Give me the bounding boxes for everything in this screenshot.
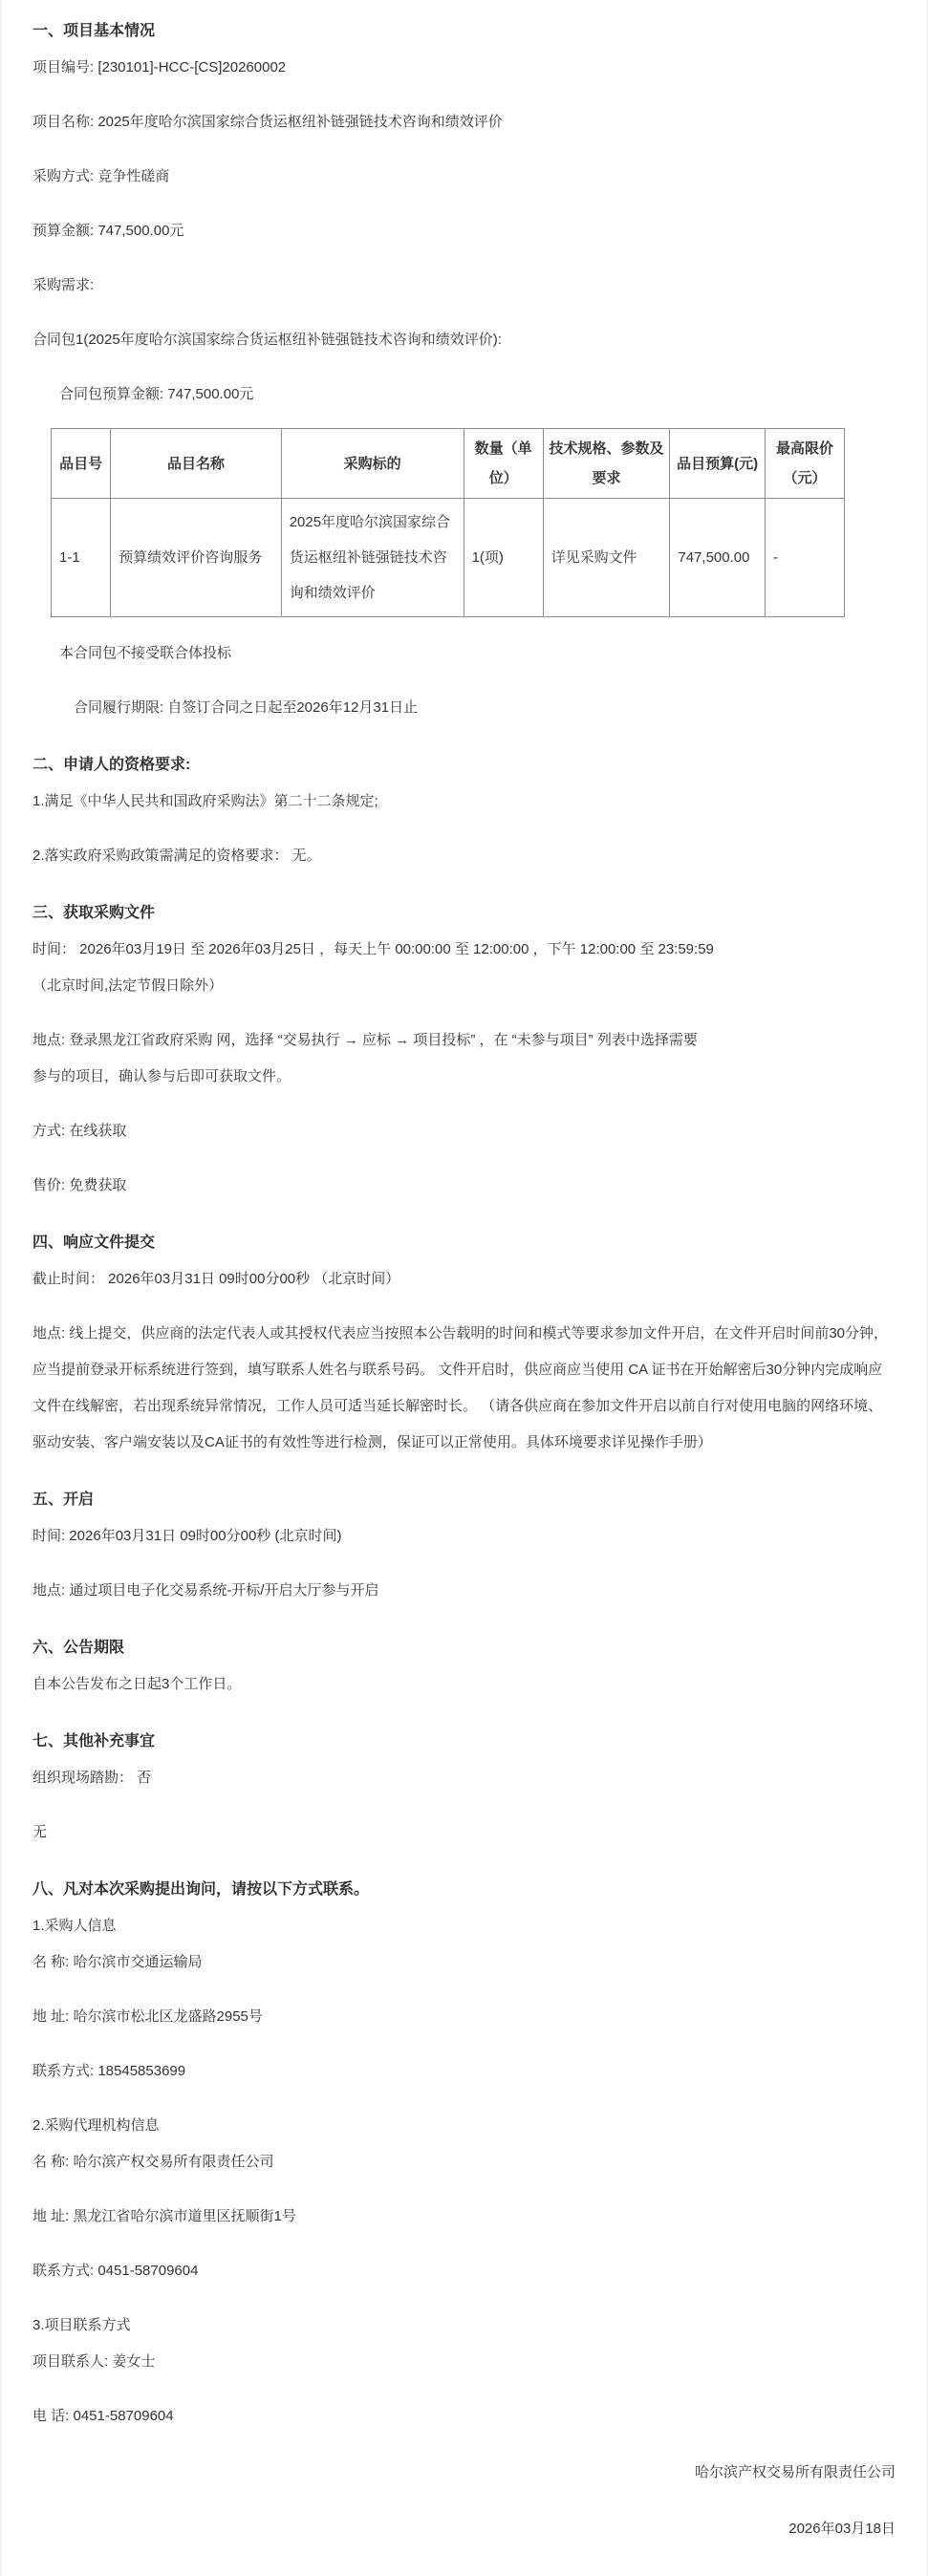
header-quantity: 数量（单位）	[464, 429, 543, 499]
cell-item-name: 预算绩效评价咨询服务	[111, 499, 281, 617]
cell-procurement-target: 2025年度哈尔滨国家综合货运枢纽补链强链技术咨询和绩效评价	[281, 499, 464, 617]
obtain-method: 方式: 在线获取	[32, 1123, 127, 1139]
obtain-time-line1: 时间： 2026年03月19日 至 2026年03月25日 ，每天上午 00:00:00 至 12:00:00 ，下午 12:00:00 至 23:59:59	[32, 941, 714, 957]
purchaser-info-title: 1.采购人信息	[32, 1918, 117, 1934]
section7-heading: 七、其他补充事宜	[32, 1733, 156, 1750]
items-table	[51, 428, 845, 617]
header-item-no: 品目号	[52, 429, 111, 499]
project-contact-phone: 电 话: 0451-58709604	[32, 2408, 174, 2424]
procurement-method: 采购方式: 竞争性磋商	[32, 168, 170, 184]
contract-package-budget: 合同包预算金额: 747,500.00元	[59, 386, 254, 402]
section8-heading: 八、凡对本次采购提出询问，请按以下方式联系。	[32, 1881, 370, 1898]
purchaser-contact: 联系方式: 18545853699	[32, 2063, 186, 2079]
section3-heading: 三、获取采购文件	[32, 905, 156, 921]
obtain-place-line2: 参与的项目，确认参与后即可获取文件。	[32, 1068, 291, 1084]
section5-heading: 五、开启	[32, 1492, 95, 1508]
budget-amount: 预算金额: 747,500.00元	[32, 223, 184, 239]
qualification-item-1: 1.满足《中华人民共和国政府采购法》第二十二条规定;	[32, 793, 378, 809]
opening-place: 地点: 通过项目电子化交易系统-开标/开启大厅参与开启	[32, 1582, 379, 1599]
agency-name: 名 称: 哈尔滨产权交易所有限责任公司	[32, 2154, 274, 2170]
cell-max-price: -	[765, 499, 844, 617]
obtain-price: 售价: 免费获取	[32, 1177, 127, 1193]
agency-info-title: 2.采购代理机构信息	[32, 2117, 160, 2134]
contract-package-title: 合同包1(2025年度哈尔滨国家综合货运枢纽补链强链技术咨询和绩效评价):	[32, 332, 502, 348]
obtain-place-line1: 地点: 登录黑龙江省政府采购 网，选择 “交易执行 → 应标 → 项目投标” ，在 “未参与项目” 列表中选择需要	[32, 1032, 698, 1048]
footer-date: 2026年03月18日	[788, 2521, 896, 2537]
cell-item-budget: 747,500.00	[670, 499, 766, 617]
cell-quantity: 1(项)	[464, 499, 543, 617]
qualification-item-2: 2.落实政府采购政策需满足的资格要求： 无。	[32, 848, 321, 864]
footer-company: 哈尔滨产权交易所有限责任公司	[694, 2464, 896, 2480]
section2-heading: 二、申请人的资格要求:	[32, 757, 191, 773]
section4-heading: 四、响应文件提交	[32, 1234, 156, 1251]
procurement-demand-label: 采购需求:	[32, 277, 95, 293]
header-max-price: 最高限价（元）	[765, 429, 844, 499]
agency-address: 地 址: 黑龙江省哈尔滨市道里区抚顺街1号	[32, 2208, 296, 2224]
header-item-name: 品目名称	[111, 429, 281, 499]
other-none: 无	[32, 1824, 48, 1840]
section1-heading: 一、项目基本情况	[32, 23, 156, 39]
purchaser-name: 名 称: 哈尔滨市交通运输局	[32, 1954, 203, 1970]
submission-place: 地点: 线上提交，供应商的法定代表人或其授权代表应当按照本公告载明的时间和模式等要求参加文件开启，在文件开启时间前30分钟，应当提前登录开标系统进行签到，填写联系人姓名与联系号码。 文件开启时，供应商应当使用 CA 证书在开始解密后30分钟内完成响应文件在线解密，若出现系统异常情况，工作人员可适当延长解密时长。 （请各供应商在参加文件开启以前自行对使用电脑的网络环境、驱动安装、客户端安装以及CA证书的有效性等进行检测，保证可以正常使用。具体环境要求详见操作手册）	[32, 1325, 889, 1450]
submission-deadline: 截止时间： 2026年03月31日 09时00分00秒 （北京时间）	[32, 1271, 400, 1287]
cell-item-no: 1-1	[52, 499, 111, 617]
announcement-period: 自本公告发布之日起3个工作日。	[32, 1676, 242, 1692]
header-tech-spec: 技术规格、参数及要求	[543, 429, 670, 499]
table-row	[52, 499, 845, 617]
project-contact-person: 项目联系人: 姜女士	[32, 2353, 156, 2370]
purchaser-address: 地 址: 哈尔滨市松北区龙盛路2955号	[32, 2008, 263, 2025]
no-consortium-note: 本合同包不接受联合体投标	[59, 645, 232, 661]
project-contact-title: 3.项目联系方式	[32, 2317, 131, 2333]
header-item-budget: 品目预算(元)	[670, 429, 766, 499]
table-header-row	[52, 429, 845, 499]
obtain-time-line2: （北京时间,法定节假日除外）	[32, 977, 224, 994]
section6-heading: 六、公告期限	[32, 1640, 125, 1656]
agency-contact: 联系方式: 0451-58709604	[32, 2263, 199, 2279]
header-procurement-target: 采购标的	[281, 429, 464, 499]
project-number: 项目编号: [230101]-HCC-[CS]20260002	[32, 59, 287, 75]
site-survey: 组织现场踏勘： 否	[32, 1770, 152, 1786]
project-name: 项目名称: 2025年度哈尔滨国家综合货运枢纽补链强链技术咨询和绩效评价	[32, 114, 503, 130]
cell-tech-spec: 详见采购文件	[543, 499, 670, 617]
contract-period: 合同履行期限: 自签订合同之日起至2026年12月31日止	[74, 699, 419, 716]
opening-time: 时间: 2026年03月31日 09时00分00秒 (北京时间)	[32, 1528, 342, 1544]
